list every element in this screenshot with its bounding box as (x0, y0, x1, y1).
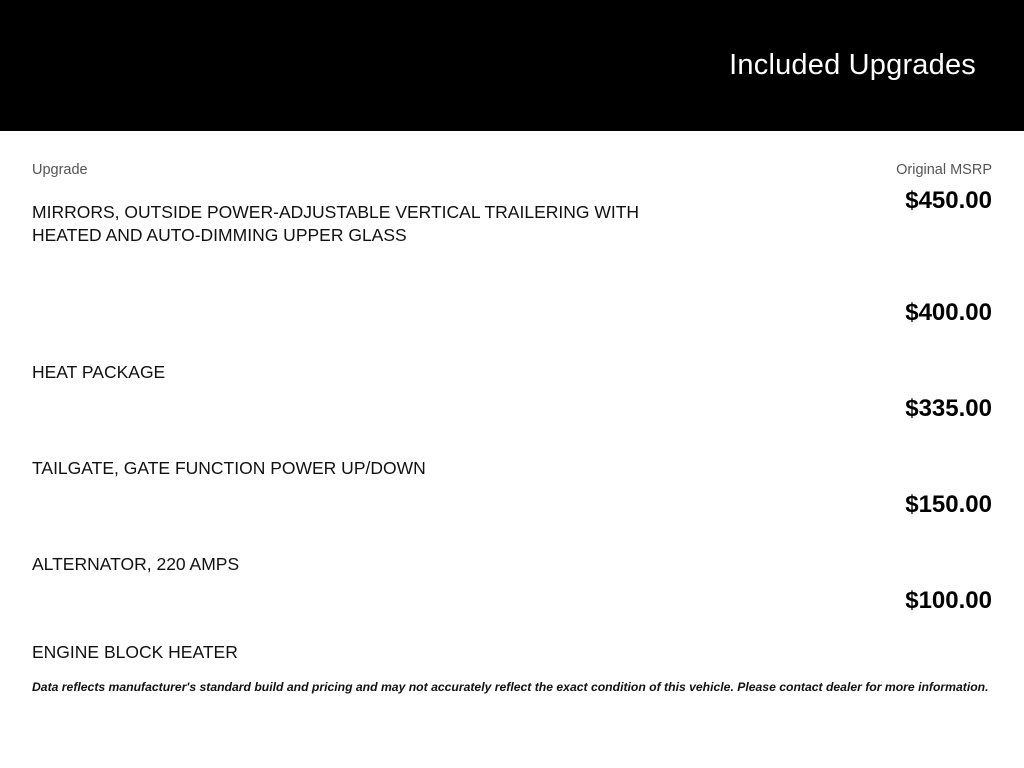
disclaimer-text: Data reflects manufacturer's standard build and pricing and may not accurately reflect the exact condition of this vehicle. Please contact dealer for more information. (32, 680, 989, 694)
table-column-headers (32, 131, 992, 178)
upgrade-price: $100.00 (905, 587, 992, 614)
upgrade-name: HEAT PACKAGE (32, 362, 166, 382)
content-area (0, 131, 1024, 768)
table-row (32, 480, 992, 576)
column-header-upgrade: Upgrade (32, 162, 88, 178)
table-row (32, 288, 992, 384)
upgrade-name: ALTERNATOR, 220 AMPS (32, 554, 240, 574)
table-row (32, 576, 992, 664)
upgrade-price: $450.00 (905, 187, 992, 214)
upgrades-list (32, 188, 992, 664)
table-row (32, 384, 992, 480)
column-header-original-msrp: Original MSRP (896, 162, 992, 178)
table-row (32, 188, 992, 288)
header-bar (0, 0, 1024, 131)
page-title: Included Upgrades (729, 49, 976, 82)
upgrade-name: ENGINE BLOCK HEATER (32, 642, 238, 662)
upgrade-name: MIRRORS, OUTSIDE POWER-ADJUSTABLE VERTICAL TRAILERING WITH HEATED AND AUTO-DIMMING UPPER GLASS (32, 202, 640, 245)
upgrade-price: $150.00 (905, 491, 992, 518)
upgrade-price: $400.00 (905, 299, 992, 326)
upgrade-price: $335.00 (905, 395, 992, 422)
upgrade-name: TAILGATE, GATE FUNCTION POWER UP/DOWN (32, 458, 426, 478)
